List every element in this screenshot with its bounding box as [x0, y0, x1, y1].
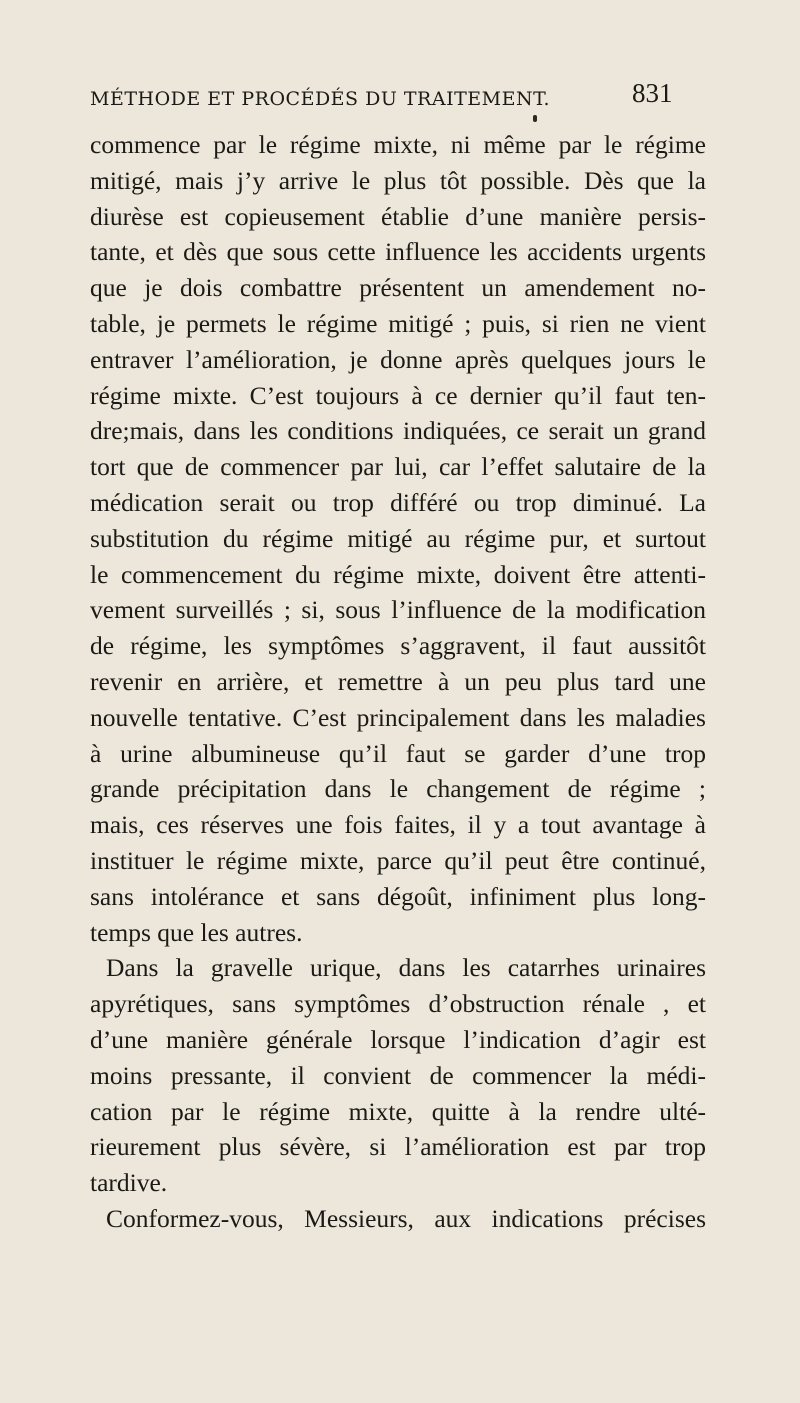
text-line: Conformez-vous, Messieurs, aux indications précises	[106, 1203, 706, 1233]
text-line: d’une manière générale lorsque l’indication d’agir est	[90, 1024, 706, 1054]
text-line: médication serait ou trop différé ou trop diminué. La	[90, 487, 706, 517]
text-line: à urine albumineuse qu’il faut se garder d’une trop	[90, 738, 706, 768]
text-line: régime mixte. C’est toujours à ce dernier qu’il faut ten-	[90, 380, 706, 410]
ink-speck	[533, 115, 537, 122]
text-line: tante, et dès que sous cette influence les accidents urgents	[90, 237, 706, 267]
text-line: cation par le régime mixte, quitte à la rendre ulté-	[90, 1096, 706, 1126]
text-line: que je dois combattre présentent un amendement no-	[90, 273, 706, 303]
text-line: mitigé, mais j’y arrive le plus tôt possible. Dès que la	[90, 165, 706, 195]
text-line: mais, ces réserves une fois faites, il y a tout avantage à	[90, 810, 706, 840]
text-line: apyrétiques, sans symptômes d’obstruction rénale , et	[90, 989, 706, 1019]
text-line: tort que de commencer par lui, car l’effet salutaire de la	[90, 452, 706, 482]
body-text	[90, 127, 706, 1237]
text-line: de régime, les symptômes s’aggravent, il faut aussitôt	[90, 631, 706, 661]
text-line: sans intolérance et sans dégoût, infiniment plus long-	[90, 881, 706, 911]
text-line: tardive.	[90, 1168, 168, 1198]
text-line: revenir en arrière, et remettre à un peu plus tard une	[90, 666, 706, 696]
text-line: commence par le régime mixte, ni même par le régime	[90, 130, 706, 159]
text-line: instituer le régime mixte, parce qu’il peut être continué,	[90, 845, 706, 875]
text-line: dre;mais, dans les conditions indiquées, ce serait un grand	[90, 416, 706, 446]
text-line: le commencement du régime mixte, doivent être attenti-	[90, 559, 706, 589]
text-line: entraver l’amélioration, je donne après quelques jours le	[90, 344, 706, 374]
text-line: table, je permets le régime mitigé ; puis, si rien ne vient	[90, 308, 706, 338]
page-number: 831	[632, 78, 673, 108]
text-line: diurèse est copieusement établie d’une manière persis-	[90, 201, 706, 231]
running-title: MÉTHODE ET PROCÉDÉS DU TRAITEMENT.	[90, 88, 551, 110]
text-line: temps que les autres.	[90, 917, 303, 947]
text-line: rieurement plus sévère, si l’amélioration est par trop	[90, 1132, 706, 1162]
text-line: grande précipitation dans le changement de régime ;	[90, 774, 706, 804]
text-line: substitution du régime mitigé au régime pur, et surtout	[90, 523, 706, 553]
text-line: nouvelle tentative. C’est principalement dans les maladies	[90, 702, 706, 732]
text-line: Dans la gravelle urique, dans les catarrhes urinaires	[106, 953, 706, 983]
text-line: vement surveillés ; si, sous l’influence de la modification	[90, 595, 706, 625]
text-line: moins pressante, il convient de commencer la médi-	[90, 1060, 706, 1090]
